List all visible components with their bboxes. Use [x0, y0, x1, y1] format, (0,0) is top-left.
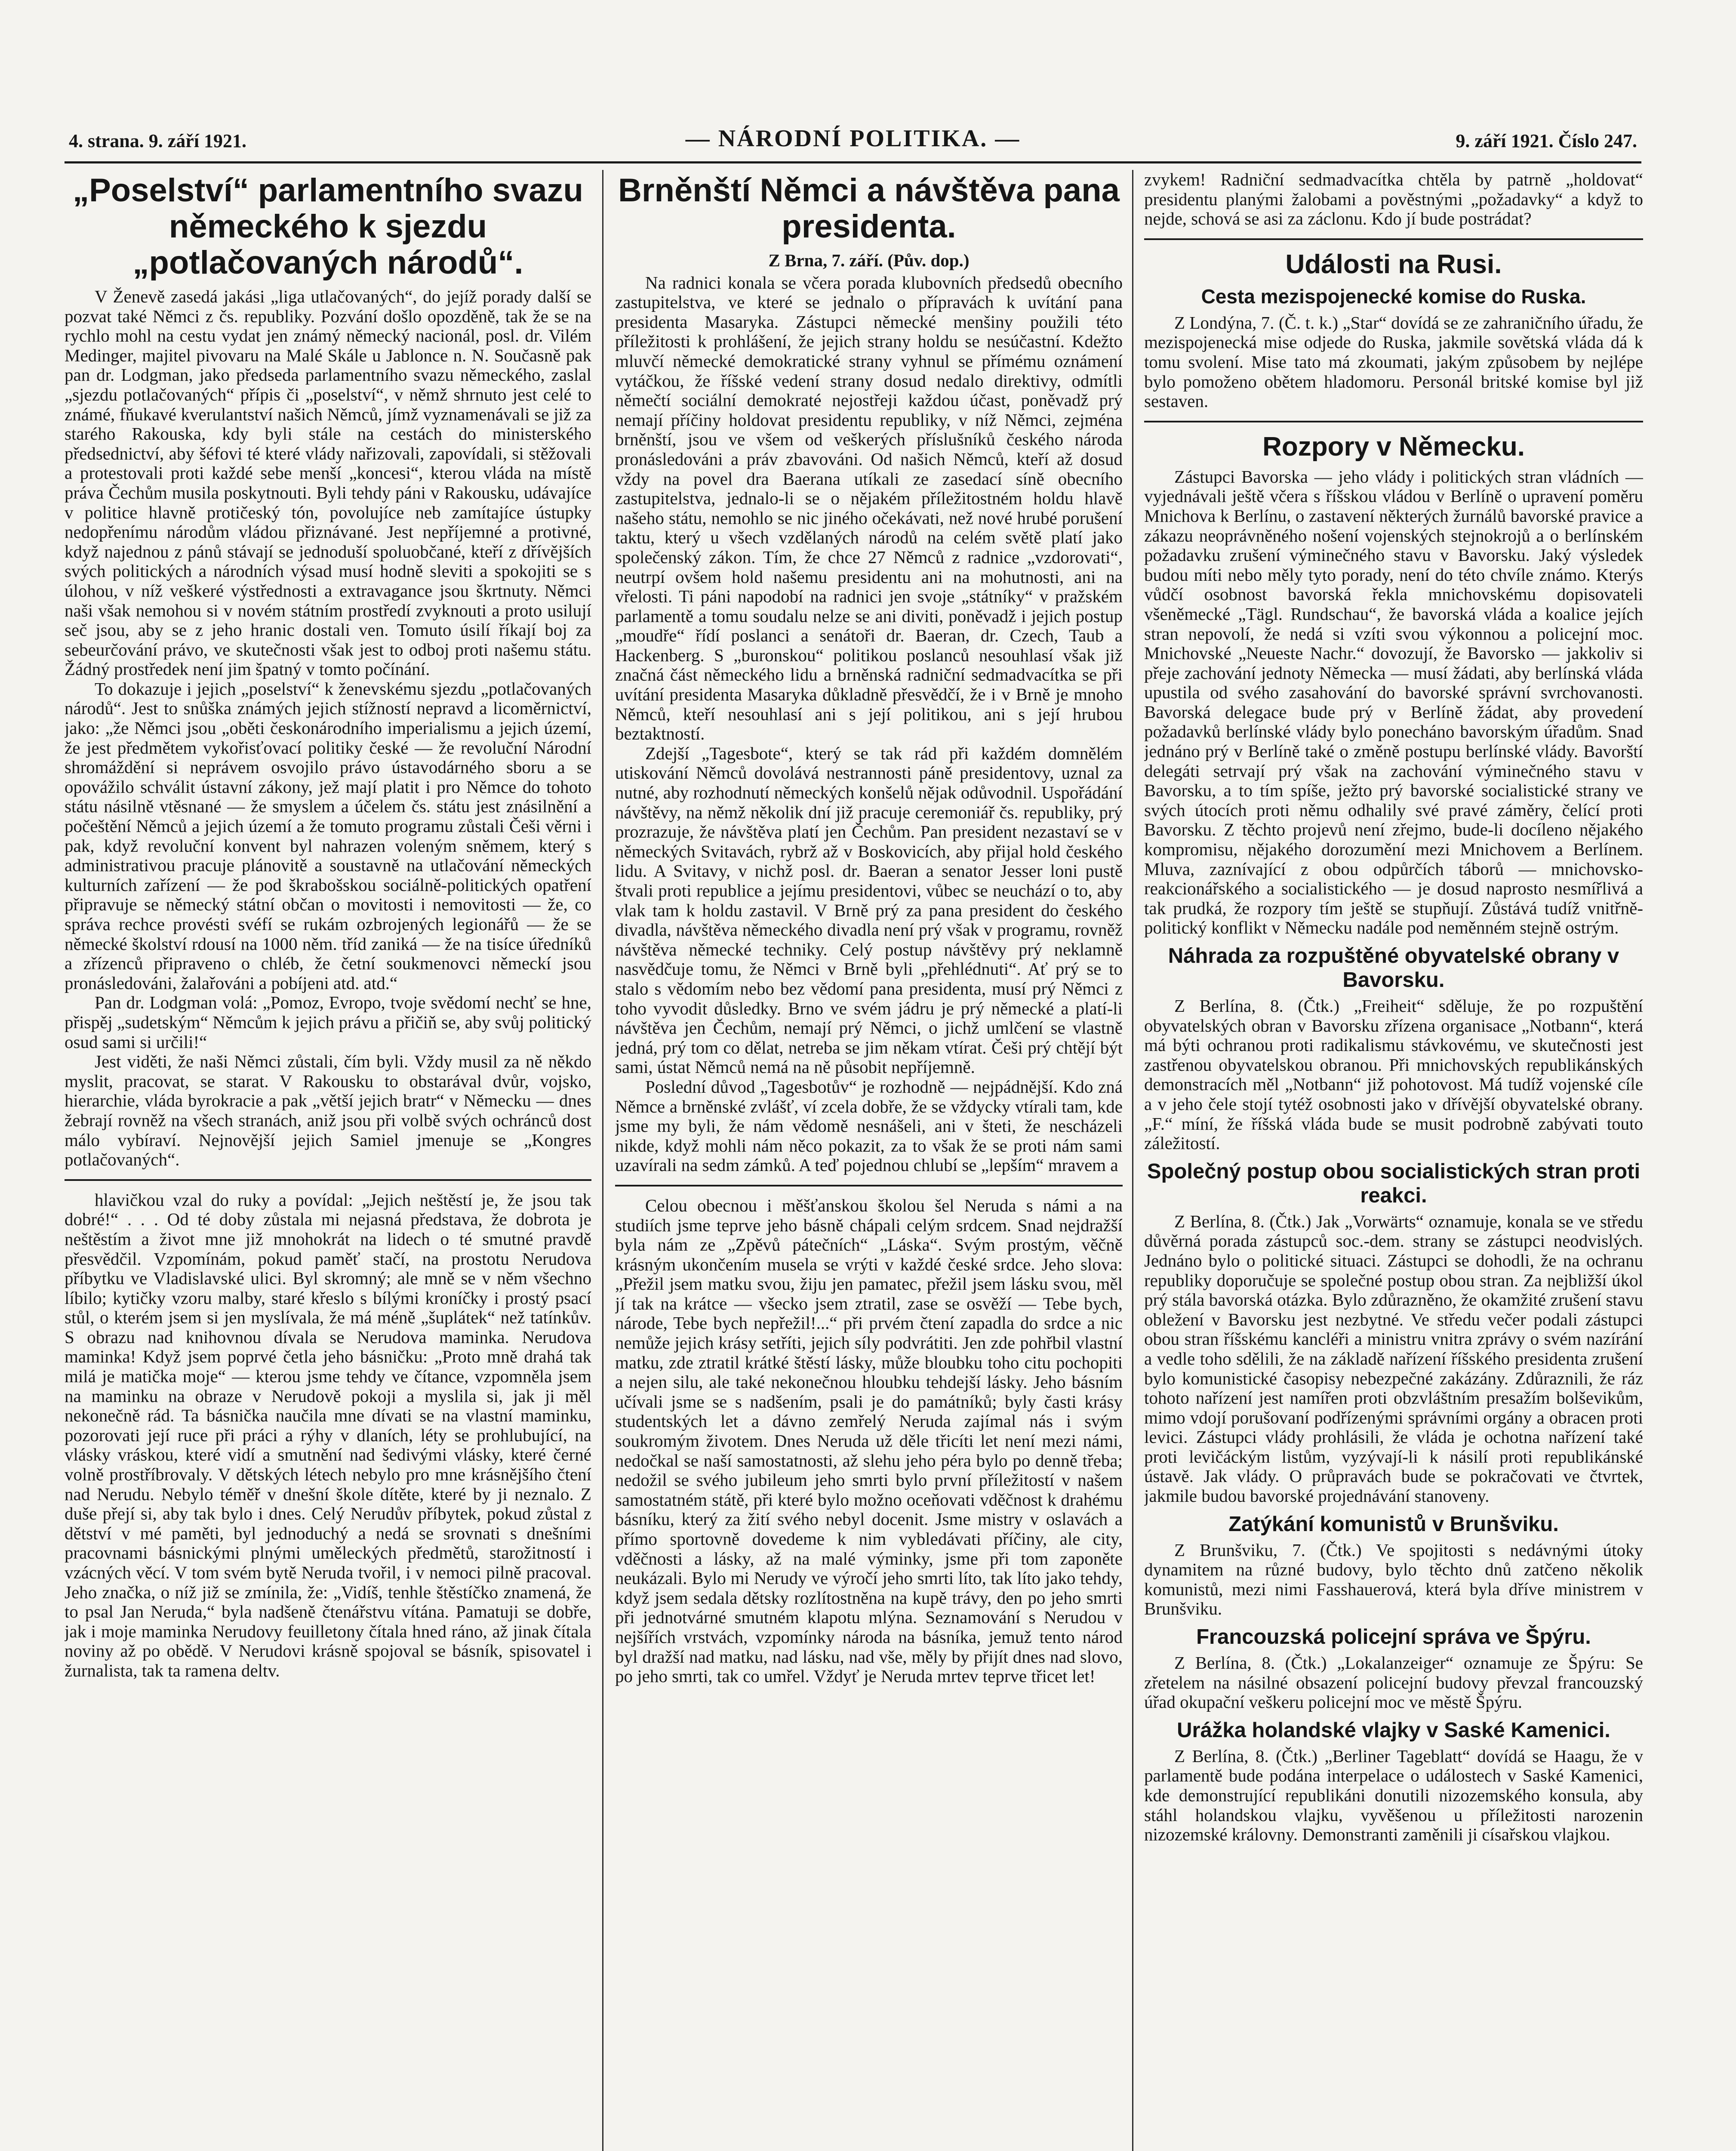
section-rule: [1144, 238, 1643, 240]
masthead: — NÁRODNÍ POLITIKA. —: [685, 125, 1021, 152]
article-paragraph: Pan dr. Lodgman volá: „Pomoz, Evropo, tvoje svědomí nechť se hne, přispěj „sudetským“ Němcům k jejich právu a přičiň se, aby svůj politický osud sami si určili!“: [65, 992, 591, 1052]
article-title: Rozpory v Německu.: [1262, 431, 1525, 462]
article-title: Náhrada za rozpuštěné obyvatelské obrany v Bavorsku.: [1168, 944, 1619, 992]
article-paragraph: Z Berlína, 8. (Čtk.) „Lokalanzeiger“ oznamuje ze Špýru: Se zřetelem na násilné obsazení policejní budovy převzal francouzský úřad okupační veškeru policejní moc ve městě Špýru.: [1144, 1653, 1643, 1712]
article-paragraph: Z Berlína, 8. (Čtk.) „Freiheit“ sděluje, že po rozpuštění obyvatelských obran v Bavorsku zřízena organisace „Notbann“, která má býti ochranou proti radikalismu stávkovému, ve skutečnosti jest zastřenou obyvatelskou obranou. Při mnichovských republikánských demonstracích měl „Notbann“ již pohotovost. Má tudíž vojenské cíle a v jeho čele stojí tytéž osobnosti jako v dřívější obyvatelské obrany. „F.“ míní, že říšská vláda bude se musit podrobně zabývati touto záležitostí.: [1144, 996, 1643, 1153]
column-2: [615, 170, 1123, 2151]
feuilleton-rule: [65, 1179, 591, 1181]
article-title: Brněnští Němci a návštěva pana presidenta.: [618, 172, 1120, 245]
article-title: „Poselství“ parlamentního svazu německého k sjezdu „potlačovaných národů“.: [73, 172, 583, 281]
feuilleton-rule: [615, 1185, 1123, 1186]
feuilleton-paragraph: hlavičkou vzal do ruky a povídal: „Jejich neštěstí je, že jsou tak dobré!“ . . . Od té doby zůstala mi nejasná představa, že dobrota je neštěstím a život mne již mnohokrát na lidech o té smutné pravdě přesvědčil. Vzpomínám, pokud paměť stačí, na prostotu Nerudova příbytku ve Vladislavské ulici. Byl skromný; ale mně se v něm všechno líbilo; kytičky vzoru malby, staré křeslo s bílými kroníčky i prostý psací stůl, o kterém jsem si jen myslívala, že má méně „šuplátek“ než tatínkův. S obrazu nad knihovnou dívala se Nerudova maminka. Nerudova maminka! Když jsem poprvé četla jeho básničku: „Proto mně drahá tak milá je matička moje“ — kterou jsme tehdy ve čítance, vzpomněla jsem na maminku na obraze v Nerudově pokoji a myslila si, jak ji měl nekonečně rád. Ta básnička naučila mne dívati se na vlastní maminku, pozorovati její ruce při práci a rýhy v dlaních, léty se prohlubující, na vlásky vráskou, které vidí a smutnění nad šedivými vlásky, které černé volně prostříbrovaly. V dětských létech nebylo pro mne krásnějšího čtení nad Nerudu. Nebylo téměř v dnešní škole dítěte, které by ji neznalo. Z duše přejí si, aby tak bylo i dnes. Celý Nerudův příbytek, pokud zůstal z dětství v mé paměti, byl jednoduchý a nedá se srovnati s dnešními pracovnami básnickými plnými uměleckých předmětů, starožitností i vzácných věcí. V tom svém bytě Neruda tvořil, i v nemoci pilně pracoval. Jeho značka, o níž již se zmínila, že: „Vidíš, tenhle štěstíčko znamená, že to psal Jan Neruda,“ byla nadšeně čtenářstvu vítána. Pamatuji se dobře, jak i moje maminka Nerudovy feuilletony čítala hned ráno, až jinak čítala noviny až po obědě. V Nerudovi krásně spojoval se básník, spisovatel i žurnalista, tak ta ramena deltv.: [65, 1190, 591, 1680]
column-1: [65, 170, 591, 2151]
article-paragraph: Poslední důvod „Tagesbotův“ je rozhodně — nejpádnější. Kdo zná Němce a brněnské zvlášť, ví zcela dobře, že se vždycky vtírali tam, kde jsme my byli, že nám vědomě nesnášeli, ani v šteti, že nescházeli nikde, když mohli nám něco pokazit, za to však že se proti nám sami uzavírali na sedm zámků. A teď pojednou chlubí se „lepším“ mravem a: [615, 1076, 1123, 1175]
article-paragraph: Z Berlína, 8. (Čtk.) „Berliner Tageblatt“ dovídá se Haagu, že v parlamentě bude podána interpelace o událostech v Saské Kamenici, kde demonstrující republikáni donutili nizozemského konsula, aby stáhl holandskou vlajku, vyvěšenou u příležitosti narozenin nizozemské královny. Demonstranti zaměnili ji císařskou vlajkou.: [1144, 1746, 1643, 1845]
feuilleton-paragraph: Celou obecnou i měšťanskou školou šel Neruda s námi a na studiích jsme teprve jeho básně chápali celým srdcem. Snad nejdražší byla nám ze „Zpěvů pátečních“ „Láska“. Svým prostým, věčně krásným ukončením musela se vrýti v každé české srdce. Jeho slova: „Přežil jsem matku svou, žiju jen pamatec, přežil jsem lásku svou, měl jí tak na krátce — všecko jsem ztratil, zase se osvěží — Tebe bych, národe, Tebe bych nepřežil!...“ při prvém čtení zapadla do srdce a nic nemůže jejich krásy setříti, jejich síly podvrátiti. Jen zde pohřbil vlastní matku, zde ztratil krátké štěstí lásky, může bloubku toho citu pochopiti a nejen silu, ale také nekonečnou hloubku tehdejší lásky. Jeho básním učívali jsme se s nadšením, psali je do památníků; byly časti krásy studentských let a dávno zemřelý Neruda zajímal nás i svým soukromým životem. Dnes Neruda už děle třicíti let není mezi námi, nedočkal se naší samostatnosti, až slehu jeho péra bylo po denně třeba; nedožil se svého jubileum jeho smrti bylo první příležitostí v našem samostatném státě, při které bylo možno oceňovati vděčnost k drahému básníku, který za žití svého nebyl docenit. Jsme mistry v oslavách a přímo sportovně dovedeme k nim vybledávati příčiny, ale city, vděčnosti a lásky, až na malé výminky, jsme při tom zaponěte neukázali. Bylo mi Nerudy ve výročí jeho smrti líto, tak líto jako tehdy, když jsem sedala dětsky rozlítostněna na kupě trávy, den po jeho smrti při jednotvárné smutném klapotu mlýna. Seznamování s Nerudou v nejšířích vrstvách, vzpomínky národa na básníka, jemuž tento národ byl dražší nad matku, nad lásku, nad vše, měly by přijít dnes nad slovo, po jeho smrti, tak co umřel. Vždyť je Neruda mrtev teprve třicet let!: [615, 1195, 1123, 1686]
article-title: Společný postup obou socialistických stran proti reakci.: [1147, 1159, 1641, 1207]
article-paragraph: Z Londýna, 7. (Č. t. k.) „Star“ dovídá se ze zahraničního úřadu, že mezispojenecká mise odjede do Ruska, jakmile sovětská vláda dá k tomu svolení. Mise tato má zkoumati, jakým způsobem by nejlépe bylo pomoženo obětem hladomoru. Personál britské komise byl již sestaven.: [1144, 312, 1643, 411]
article-title: Francouzská policejní správa ve Špýru.: [1196, 1625, 1591, 1649]
page-header: [69, 120, 1637, 159]
article-paragraph: Zástupci Bavorska — jeho vlády i politických stran vládních — vyjednávali ještě včera s říšskou vládou v Berlíně o upravení poměru Mnichova k Berlínu, o zastavení některých žurnálů bavorské pravice a zákazu neoprávněného nošení vojenských stejnokrojů a o berlínském požadavku zrušení výminečného stavu v Bavorsku. Jaký výsledek budou míti nebo měly tyto porady, není do této chvíle známo. Kterýs vůdčí osobnost bavorská řekla mnichovskému dopisovateli všeněmecké „Tägl. Rundschau“, že bavorská vláda a koalice jejích stran nepovolí, že nedá si vzíti svou výkonnou a policejní moc. Mnichovské „Neueste Nachr.“ dovozují, že Bavorsko — jakkoliv si přeje zachování jednoty Německa — musí žádati, aby berlínská vláda upustila od svého zasahování do bavorské správní svrchovanosti. Bavorská delegace bude prý v Berlíně žádat, aby provedení požadavků berlínské vlády bylo ponecháno bavorským úřadům. Snad jednáno prý v Berlíně také o změně postupu berlínské vlády. Bavorští delegáti setrvají prý však na zachování výminečného stavu v Bavorsku, a to tím spíše, ježto prý bavorské socialistické strany ve svých útocích proti němu odhalily své pravé záměry, čelící proti Bavorsku. Z těchto projevů není zřejmo, bude-li docíleno nějakého kompromisu, nějakého dorozumění mezi Mnichovem a Berlínem. Mluva, zaznívající z obou odpůrčích táborů — mnichovsko-reakcionářského a socialistického — je dosud naprosto nesmířlivá a tak prudká, že rozpory tím ještě se stupňují. Zůstává tudíž vnitřně-politický konflikt v Německu nadále pod neměnném stejně ostrým.: [1144, 466, 1643, 938]
header-rule: [65, 161, 1641, 163]
header-issue-number: 9. září 1921. Číslo 247.: [1456, 130, 1637, 151]
article-paragraph: Na radnici konala se včera porada klubovních předsedů obecního zastupitelstva, ve které se jednalo o přípravách k uvítání pana presidenta Masaryka. Zástupci německé menšiny použili této příležitosti k prohlášení, že jejich strany holdu se nesúčastní. Kdežto mluvčí německé demokratické strany vyhnul se přímému oznámení vytáčkou, že říšské vedení strany dosud nedalo direktivy, odmítli němečtí sociální demokraté nejostřeji každou účast, poněvadž prý nemají příčiny holdovat presidentu republiky, v níž Němci, zejména brněnští, jsou ve všem od veškerých příslušníků českého národa pronásledováni a práv zbavováni. Od našich Němců, kteří až dosud vždy na povel dra Baerana utíkali ze zasedací síně obecního zastupitelstva, jednalo-li se o nějakém příležitostném holdu hlavě našeho státu, nemohlo se nic jiného očekávati, než nové hrubé porušení taktu, který u všech vzdělaných národů na celém světě platí jako společenský zákon. Tím, že chce 27 Němců z radnice „vzdorovati“, neutrpí ovšem hold našemu presidentu ani na mohutnosti, ani na vřelosti. Ti páni napodobí na radnici jen svoje „státníky“ v pražském parlamentě a tomu soudalu nelze se ani diviti, poněvadž i jejich postup „moudře“ řídí poslanci a senátoři dr. Baeran, dr. Czech, Taub a Hackenberg. S „buronskou“ politikou poslanců nesouhlasí však již značná část německého lidu a brněnská radniční sedmadvacítka se při uvítání presidenta Masaryka důkladně přesvědčí, že i v Brně je mnoho Němců, kteří nesouhlasí ani s její politikou, ani s její hrubou beztaktností.: [615, 272, 1123, 744]
article-paragraph: Jest viděti, že naši Němci zůstali, čím byli. Vždy musil za ně někdo myslit, pracovat, se starat. V Rakousku to obstarával dvůr, vojsko, hierarchie, vláda byrokracie a pak „větší jejich bratr“ v Německu — dnes žebrají rovněž na všech stranách, aniž jsou při volbě svých ochránců dost málo vybíraví. Nejnovější jejich Samiel jmenuje se „Kongres potlačovaných“.: [65, 1051, 591, 1170]
article-title: Zatýkání komunistů v Brunšviku.: [1228, 1512, 1559, 1536]
article-paragraph: Zdejší „Tagesbote“, který se tak rád při každém domnělém utiskování Němců dovolává nestrannosti páně presidentovy, uznal za nutné, aby rozhodnutí německých konšelů nějak odůvodnil. Uspořádání návštěvy, na němž několik dní již pracuje ceremoniář čs. republiky, prý prozrazuje, že návštěva platí jen Čechům. Pan president nezastaví se v německých Svitavách, rybrž až v Boskovicích, aby přijal hold českého lidu. A Svitavy, v nichž posl. dr. Baeran a senator Jesser loni pustě štvali proti republice a jejímu presidentovi, vůbec se neuchází o to, aby vlak tam k holdu zastavil. V Brně prý za pana president do českého divadla, návštěva německého divadla není prý však v programu, rovněž návštěva německé techniky. Celý postup návštěvy prý neklamně nasvědčuje tomu, že Němci v Brně byli „přehlédnuti“. Ať prý se to stalo s vědomím nebo bez vědomí pana presidenta, musí prý Němci z toho vyvodit důsledky. Brno ve svém jádru je prý německé a platí-li návštěva jen Čechům, nemají prý Němci, o jichž umlčení se vlastně jedná, prý tom co dělat, netreba se jim někam vtírat. Češi prý chtějí být sami, ústat Němců nemá na ně působit nepříjemně.: [615, 743, 1123, 1077]
column-3: [1144, 170, 1643, 2151]
article-paragraph: To dokazuje i jejich „poselství“ k ženevskému sjezdu „potlačovaných národů“. Jest to snůška známých jejich stížností nepravd a licoměrnictví, jako: „že Němci jsou „oběti českonárodního imperialismu a jejich území, že jest předmětem vykořisťovací politiky české — že revoluční Národní shromáždění si neprávem osvojilo právo ústavodárného sboru a se opovážilo schválit ústavní zákony, jež mají platit i pro Němce do tohoto státu násilně vtěsnané — že smyslem a účelem čs. státu jest znásilnění a počeštění Němců a jejich území a že tomuto programu zůstali Češi věrni i pak, když revoluční konvent byl nahrazen voleným sněmem, který s administrativou pracuje plánovitě a soustavně na utlačování německých kulturních zařízení — že pod škrabošskou sociálně-politických opatření připravuje se německý státní občan o movitosti i nemovitosti — že, co správa rechce provésti svéfí se rukám ozbrojených legionářů — že se německé školství rdousí na 1000 něm. tříd zaniká — že na tisíce úředníků a zřízenců připraveno o chléb, že četní soukmenovci německí jsou pronásledováni, žalařováni a pobíjeni atd. atd.“: [65, 678, 591, 993]
article-title: Urážka holandské vlajky v Saské Kamenici.: [1177, 1718, 1610, 1742]
article-continuation: zvykem! Radniční sedmadvacítka chtěla by patrně „holdovat“ presidentu planými žalobami a pověstnými „požadavky“ a když to nejde, schová se asi za záclonu. Kdo jí bude postrádat?: [1144, 170, 1643, 229]
article-paragraph: Z Brunšviku, 7. (Čtk.) Ve spojitosti s nedávnými útoky dynamitem na různé budovy, bylo těchto dnů zatčeno několik komunistů, mezi nimi Fasshauerová, která byla dříve ministrem v Brunšviku.: [1144, 1540, 1643, 1619]
article-paragraph: V Ženevě zasedá jakási „liga utlačovaných“, do jejíž porady další se pozvat také Němci z čs. republiky. Pozvání došlo opozděně, tak že se na rychlo mohl na cestu vydat jen známý německý nacionál, posl. dr. Vilém Medinger, majitel pivovaru na Malé Skále u Jablonce n. N. Současně pak pan dr. Lodgman, jako předseda parlamentního svazu německého, zaslal „sjezdu potlačovaných“ přípis či „poselství“, v němž shrnuto jest celé to známé, fňukavé kverulantství našich Němců, jímž vyznamenávali se již za starého Rakouska, kdy byli stále na cestách do ministerského předsednictví, aby šéfovi té které vlády nařizovali, zapovídali, si stěžovali a protestovali proti každé sebe menší „koncesi“, kterou vláda na místě práva Čechům musila poskytnouti. Byli tehdy páni v Rakousku, udávajíce v politice hlavně protičeský tón, povolujíce neb zamítajíce ústupky nedopřenímu národům vládou přiznávané. Jest nepříjemné a protivné, když najednou z pánů stávají se jednoduší spoluobčané, kteří z dřívějších svých politických a národních výsad musí hodně sleviti a spokojiti se s úlohou, v níž veškeré výstřednosti a extravagance jsou škrtnuty. Němci naši však nemohou si v novém státním prostředí zvyknouti a proto usilují seč jsou, aby se z jeho hranic dostali ven. Tomuto úsilí říkají boj za sebeurčování právo, ve skutečnosti však jest to odboj proti našemu státu. Žádný prostředek není jim špatný v tomto počínání.: [65, 287, 591, 679]
article-subtitle: Cesta mezispojenecké komise do Ruska.: [1201, 285, 1586, 308]
dateline: Z Brna, 7. září. (Pův. dop.): [768, 250, 970, 270]
article-paragraph: Z Berlína, 8. (Čtk.) Jak „Vorwärts“ oznamuje, konala se ve středu důvěrná porada zástupců soc.-dem. strany se zástupci neodvislých. Jednáno bylo o politické situaci. Zástupci se dohodli, že na ochranu republiky doporučuje se společné postup obou stran. Za nejbližší úkol prý stála bavorská otázka. Bylo zdůrazněno, že okamžité zrušení stavu obležení v Bavorsku jest nezbytné. Ve středu večer podali zástupci obou stran říšskému kancléři a ministru vnitra zprávy o svém nazírání a vedle toho sdělili, že na základě nařízení říšského presidenta zrušení bylo komunistické časopisy nebezpečné zakázány. Zdůraznili, že ráz tohoto nařízení jest namířen proti obzvláštním presažím bolševikům, mimo vdojí porušovaní podřízenými správními orgány a obracen proti levici. Zástupci vlády prohlásili, že vláda je ochotna nařízení také proti levičáckým listům, vyzývají-li k násilí proti republikánské ústavě. Jak vlády. O průpravách bude se pokračovati ve čtvrtek, jakmile budou bavorské projednávání stanoveny.: [1144, 1211, 1643, 1506]
header-page-date: 4. strana. 9. září 1921.: [69, 130, 247, 151]
section-title: Události na Rusi.: [1285, 249, 1502, 279]
column-divider: [602, 170, 603, 2151]
section-rule: [1144, 421, 1643, 422]
column-divider: [1132, 170, 1133, 2151]
